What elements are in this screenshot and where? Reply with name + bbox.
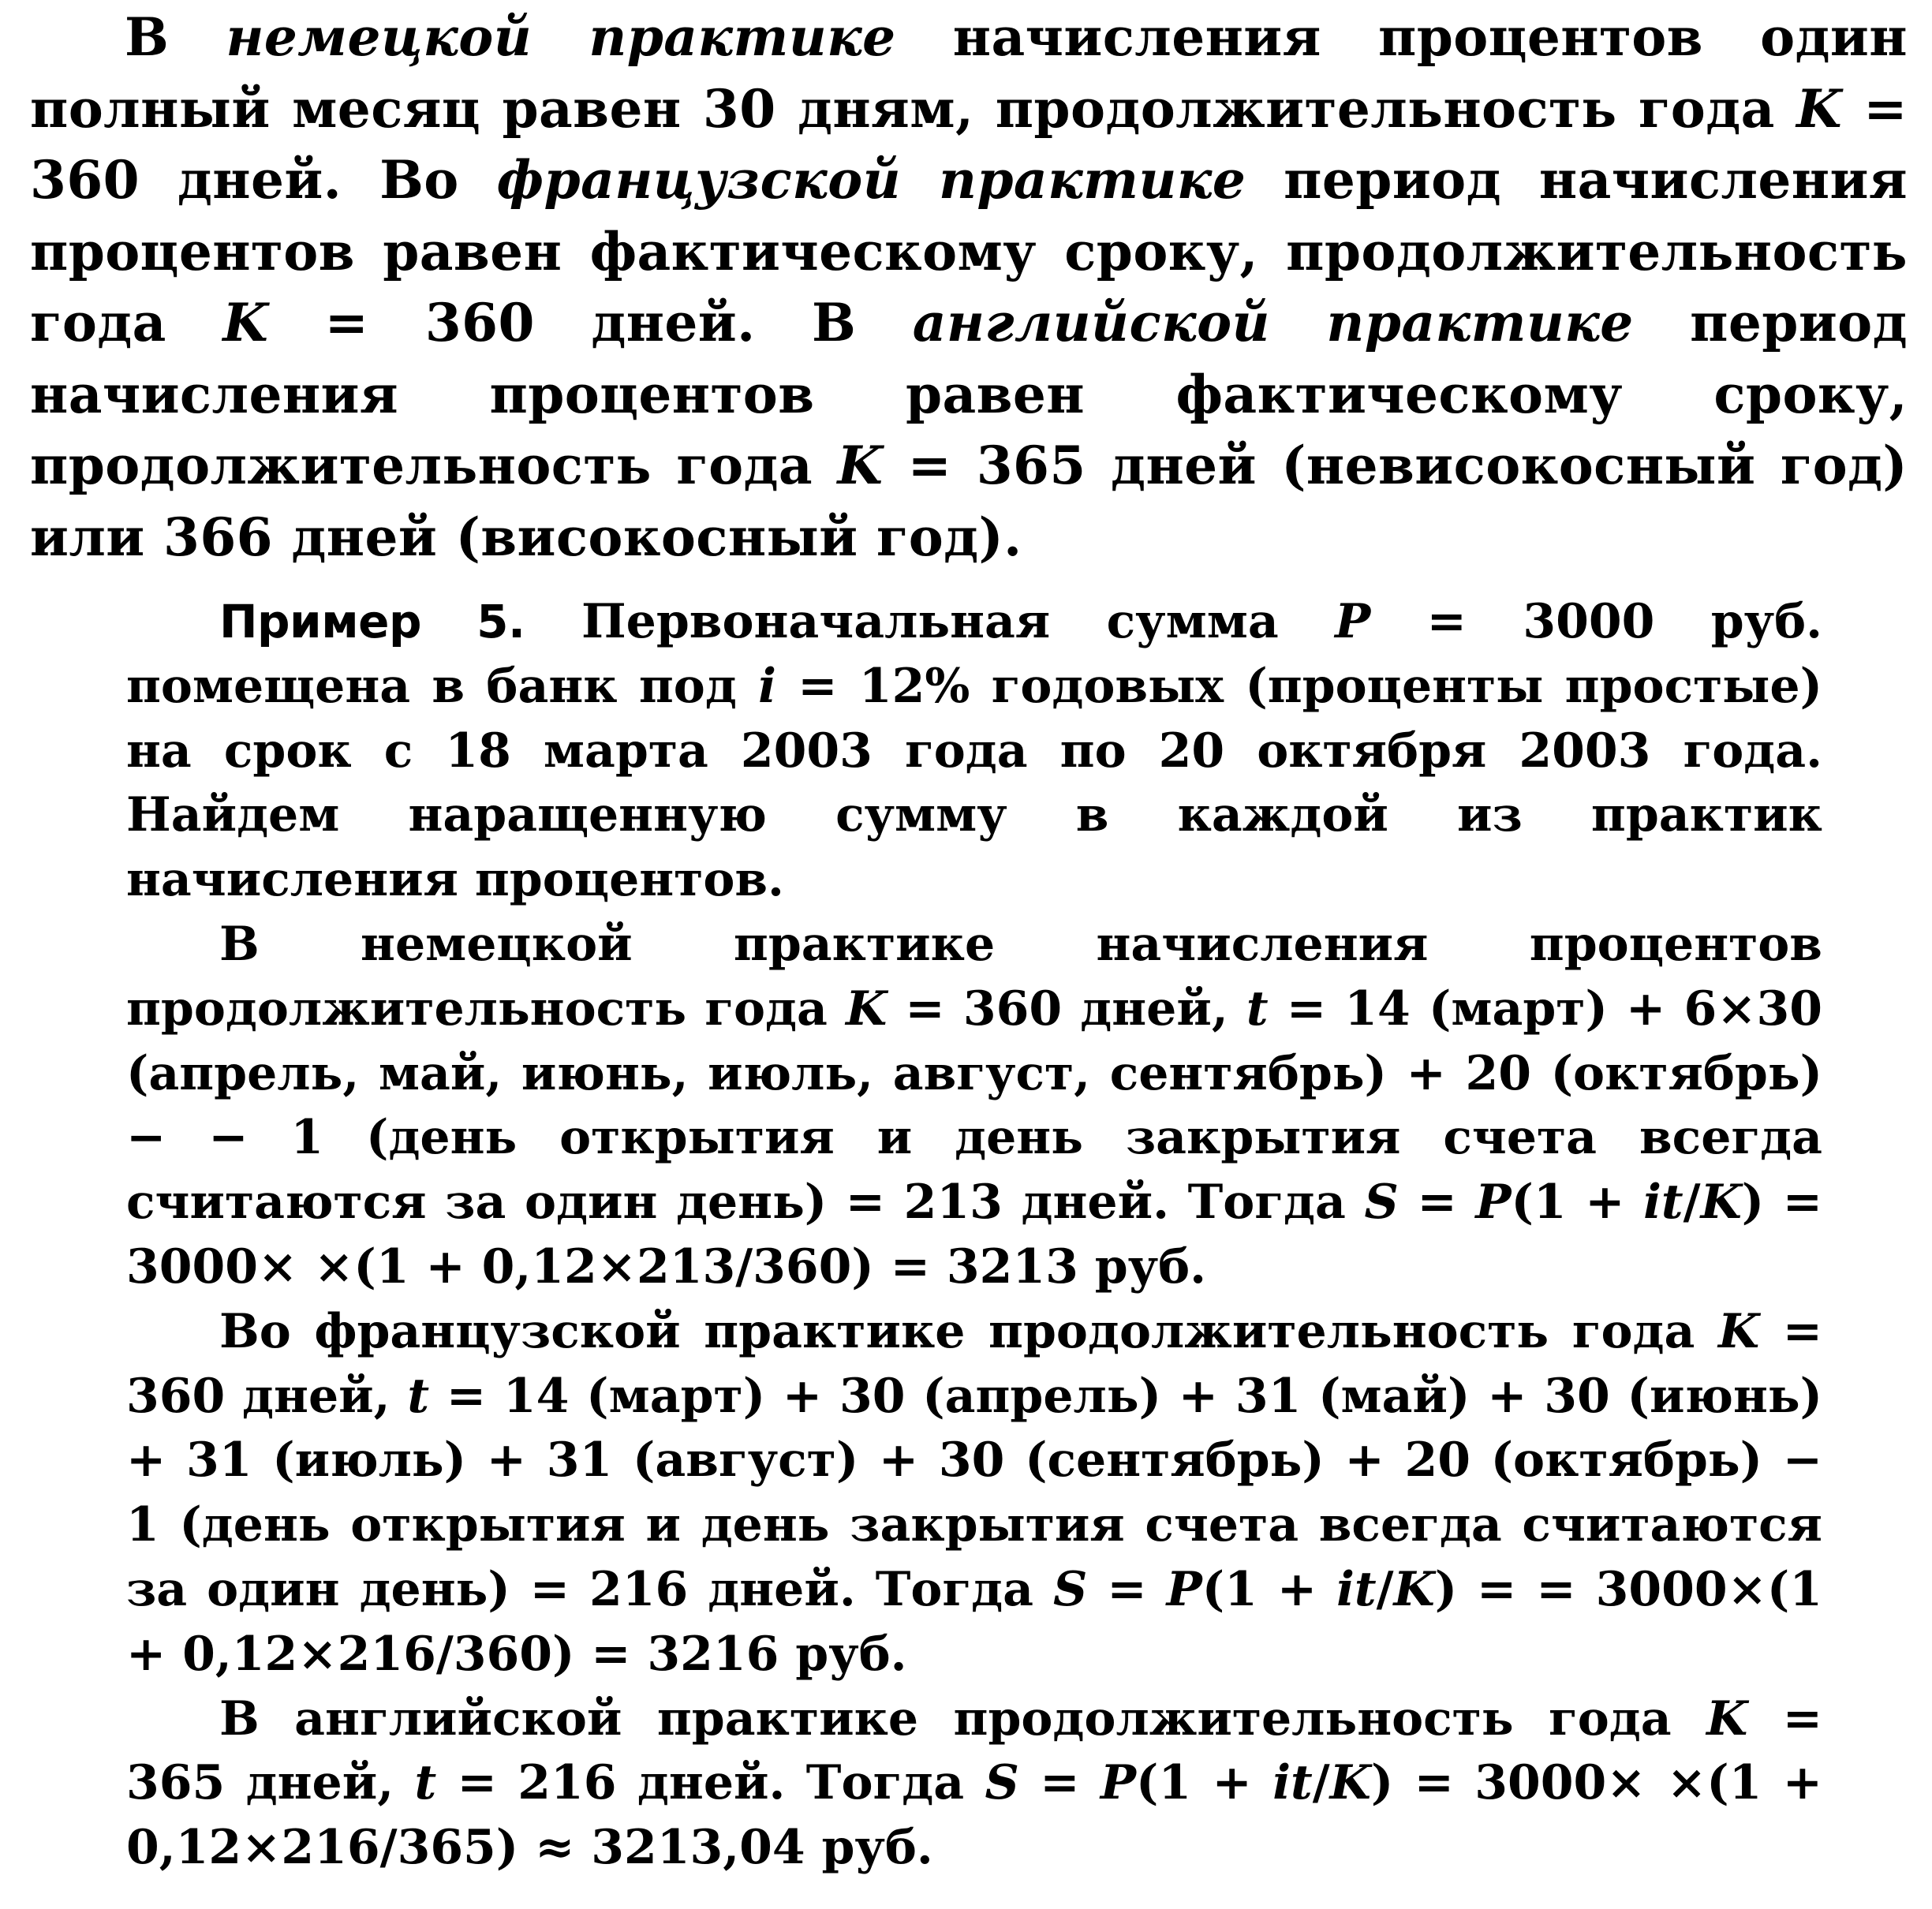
variable-p: P — [1475, 1175, 1512, 1231]
example-text: / — [1312, 1755, 1330, 1811]
example-text: (1 + — [1201, 1561, 1337, 1617]
variable-i: i — [758, 658, 776, 714]
variable-k: K — [1706, 1690, 1748, 1746]
variable-k: K — [1329, 1755, 1371, 1811]
intro-text: период начисления процентов равен фактическому сроку, продолжительность года — [30, 292, 1908, 496]
variable-it: it — [1643, 1175, 1683, 1231]
variable-k: K — [837, 435, 884, 496]
term-german-practice: немецкой практике — [226, 6, 896, 68]
example-text: = 365 дней, — [126, 1690, 1822, 1811]
variable-t: t — [1246, 981, 1269, 1037]
variable-k: K — [1393, 1561, 1435, 1617]
intro-text: = 360 дней. В — [268, 292, 913, 353]
example-text: = 360 дней, — [887, 981, 1246, 1037]
variable-k: K — [1717, 1303, 1760, 1359]
intro-paragraph — [30, 2, 1908, 573]
intro-text: = 365 дней (невисокосный год) или 366 дней (високосный год). — [30, 435, 1908, 568]
example-text: ) = 3000× ×(1 + 0,12×213/360) = 3213 руб. — [126, 1175, 1822, 1294]
variable-s: S — [1052, 1561, 1088, 1617]
variable-s: S — [1364, 1175, 1399, 1231]
german-practice-paragraph — [126, 913, 1822, 1300]
example-text: = 12% годовых (проценты простые) на срок с 18 марта 2003 года по 20 октября 2003 года. Найдем наращенную сумму в каждой из практик начисления процентов. — [126, 658, 1822, 908]
example-text: = — [1018, 1755, 1101, 1811]
variable-it: it — [1272, 1755, 1313, 1811]
variable-t: t — [414, 1755, 437, 1811]
example-statement — [126, 590, 1822, 913]
example-text: = 14 (март) + 30 (апрель) + 31 (май) + 30 (июнь) + 31 (июль) + 31 (август) + 30 (сентябрь) + 20 (октябрь) − 1 (день открытия и день закрытия счета всегда считаются за один день) = 216 дней. Тогда — [126, 1368, 1822, 1617]
intro-text: начисления процентов один полный месяц равен 30 дням, продолжительность года — [30, 6, 1908, 140]
example-text: (1 + — [1136, 1755, 1273, 1811]
example-text: (1 + — [1511, 1175, 1644, 1231]
term-french-practice: французской практике — [496, 149, 1246, 211]
variable-k: K — [1796, 77, 1842, 140]
variable-k: K — [222, 292, 269, 353]
example-text: = 216 дней. Тогда — [436, 1755, 985, 1811]
french-practice-paragraph — [126, 1300, 1822, 1687]
example-heading: Пример 5. — [219, 595, 525, 648]
example-text: = 360 дней, — [126, 1303, 1822, 1424]
example-text: = — [1398, 1175, 1476, 1231]
variable-p: P — [1335, 594, 1371, 649]
intro-section — [30, 2, 1908, 573]
example-5-section — [126, 590, 1822, 1881]
variable-t: t — [407, 1368, 430, 1424]
intro-text: период начисления процентов равен фактическому сроку, продолжительность года — [30, 149, 1908, 353]
intro-text: = 360 дней. Во — [30, 77, 1908, 211]
example-text: / — [1376, 1561, 1394, 1617]
term-english-practice: английской практике — [912, 292, 1634, 353]
variable-p: P — [1166, 1561, 1202, 1617]
example-text: В немецкой практике начисления процентов продолжительность года — [126, 916, 1822, 1037]
variable-k: K — [846, 981, 888, 1037]
example-text: Во французской практике продолжительность года — [219, 1303, 1718, 1359]
variable-k: K — [1700, 1175, 1742, 1231]
variable-s: S — [985, 1755, 1019, 1811]
example-text: = — [1087, 1561, 1167, 1617]
example-text: ) = 3000× ×(1 + 0,12×216/365) ≈ 3213,04 руб. — [126, 1755, 1823, 1876]
variable-p: P — [1100, 1755, 1137, 1811]
example-text: ) = = 3000×(1 + 0,12×216/360) = 3216 руб. — [126, 1561, 1822, 1682]
example-text: В английской практике продолжительность года — [219, 1690, 1707, 1746]
english-practice-paragraph — [126, 1687, 1822, 1881]
example-text: Первоначальная сумма — [525, 594, 1336, 649]
variable-it: it — [1336, 1561, 1377, 1617]
intro-text: В — [125, 6, 226, 68]
example-text: = 3000 руб. помещена в банк под — [126, 594, 1823, 714]
example-text: = 14 (март) + 6×30 (апрель, май, июнь, июль, август, сентябрь) + 20 (октябрь) − − 1 (день открытия и день закрытия счета всегда считаются за один день) = 213 дней. Тогда — [126, 981, 1822, 1231]
example-text: / — [1683, 1175, 1701, 1231]
